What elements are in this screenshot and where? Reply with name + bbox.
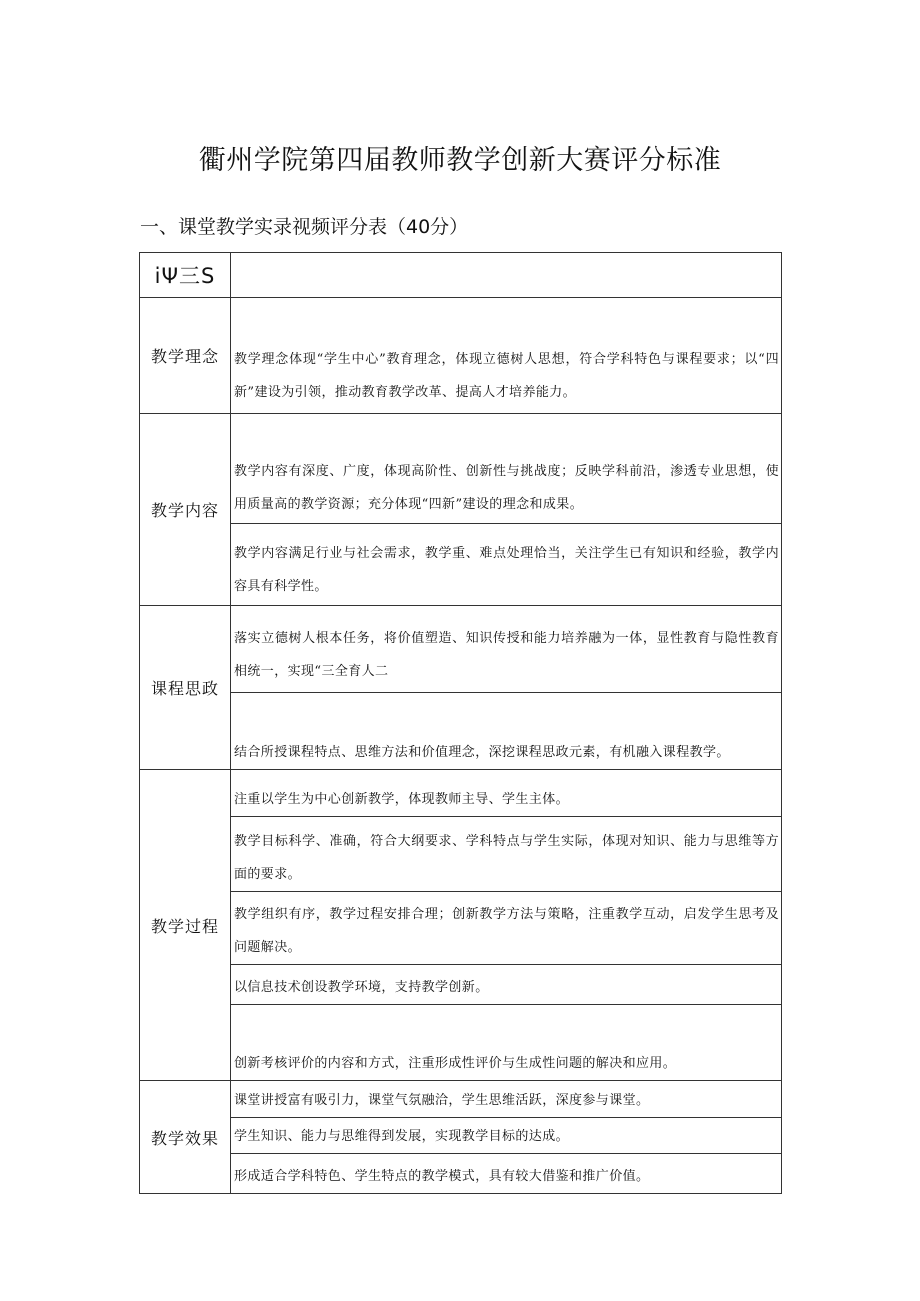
table-row <box>140 1081 782 1118</box>
criterion-item: 落实立德树人根本任务，将价值塑造、知识传授和能力培养融为一体，显性教育与隐性教育相统一，实现“三全育人二 <box>231 606 782 693</box>
table-row <box>140 770 782 817</box>
table-row <box>140 298 782 414</box>
table-row <box>140 414 782 524</box>
criterion-item: 教学目标科学、准确，符合大纲要求、学科特点与学生实际，体现对知识、能力与思维等方面的要求。 <box>231 817 782 892</box>
table-row <box>140 817 782 892</box>
criterion-item: 教学内容有深度、广度，体现高阶性、创新性与挑战度；反映学科前沿，渗透专业思想，使用质量高的教学资源；充分体现“四新”建设的理念和成果。 <box>231 414 782 524</box>
category-teaching-philosophy: 教学理念 <box>140 298 231 414</box>
criterion-item: 形成适合学科特色、学生特点的教学模式，具有较大借鉴和推广价值。 <box>231 1154 782 1194</box>
category-teaching-process: 教学过程 <box>140 770 231 1081</box>
criterion-item: 创新考核评价的内容和方式，注重形成性评价与生成性问题的解决和应用。 <box>231 1005 782 1081</box>
section-heading: 一、课堂教学实录视频评分表（40分） <box>140 216 469 238</box>
table-row <box>140 693 782 770</box>
table-row <box>140 1154 782 1194</box>
page-title: 衢州学院第四届教师教学创新大赛评分标准 <box>198 145 722 176</box>
category-teaching-content: 教学内容 <box>140 414 231 606</box>
table-row <box>140 892 782 965</box>
header-cell: iΨ三S <box>140 253 231 298</box>
criterion-item: 学生知识、能力与思维得到发展，实现教学目标的达成。 <box>231 1118 782 1154</box>
criterion-item: 教学内容满足行业与社会需求，教学重、难点处理恰当，关注学生已有知识和经验，教学内容具有科学性。 <box>231 524 782 606</box>
table-row <box>140 524 782 606</box>
criterion-item: 注重以学生为中心创新教学，体现教师主导、学生主体。 <box>231 770 782 817</box>
table-row <box>140 1005 782 1081</box>
table-row <box>140 1118 782 1154</box>
table-header-row <box>140 253 782 298</box>
category-ideological-politics: 课程思政 <box>140 606 231 770</box>
table-row <box>140 606 782 693</box>
criterion-item: 结合所授课程特点、思维方法和价值理念，深挖课程思政元素，有机融入课程教学。 <box>231 693 782 770</box>
category-teaching-effect: 教学效果 <box>140 1081 231 1194</box>
criterion-item: 教学组织有序，教学过程安排合理；创新教学方法与策略，注重教学互动，启发学生思考及问题解决。 <box>231 892 782 965</box>
criterion-item: 教学理念体现“学生中心”教育理念，体现立德树人思想，符合学科特色与课程要求；以“四新”建设为引领，推动教育教学改革、提高人才培养能力。 <box>231 298 782 414</box>
criterion-item: 课堂讲授富有吸引力，课堂气氛融洽，学生思维活跃，深度参与课堂。 <box>231 1081 782 1118</box>
header-blank-cell <box>231 253 782 298</box>
criterion-item: 以信息技术创设教学环境，支持教学创新。 <box>231 965 782 1005</box>
scoring-table <box>139 252 782 1194</box>
table-row <box>140 965 782 1005</box>
